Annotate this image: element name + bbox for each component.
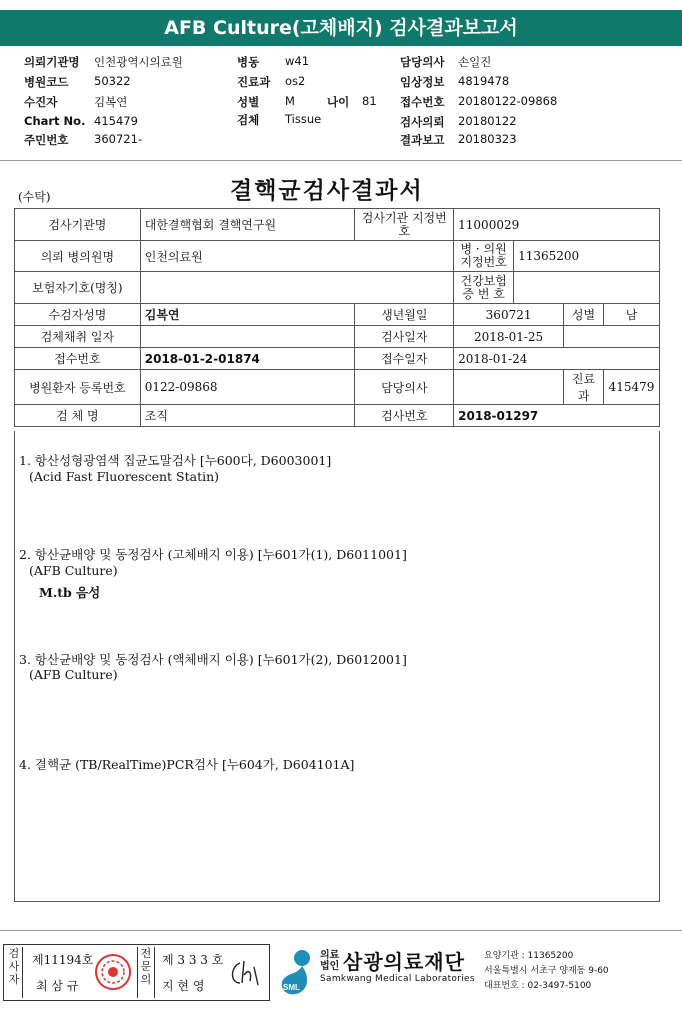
- phone: 대표번호 : 02-3497-5100: [484, 981, 592, 991]
- dept-label: 진료과: [564, 370, 604, 405]
- specimen-label: 검 체 명: [15, 405, 141, 427]
- header-divider: [0, 160, 682, 161]
- recv-date-value: 2018-01-24: [454, 348, 660, 370]
- lab-name-value: 대한결핵협회 결핵연구원: [140, 209, 355, 241]
- hospital-code-label: 병 · 의원 지정번호: [454, 241, 514, 272]
- collect-date-label: 검체채취 일자: [15, 326, 141, 348]
- specimen-value: 조직: [140, 405, 355, 427]
- dept-value: 415479: [603, 370, 659, 405]
- signature-icon: [226, 957, 264, 989]
- insured-value: [140, 272, 453, 304]
- empty-cell: [564, 326, 660, 348]
- value-ward: w41: [285, 54, 310, 68]
- label-report-date: 결과보고: [400, 133, 445, 147]
- value-request-date: 20180122: [458, 114, 517, 128]
- value-clinical-info: 4819478: [458, 74, 510, 88]
- examiner-license: 제11194호: [32, 953, 94, 967]
- test-3-title: 3. 항산균배양 및 동정검사 (액체배지 이용) [누601가(2), D6012001]: [19, 652, 407, 667]
- hosp-reg-label: 병원환자 등록번호: [15, 370, 141, 405]
- reg-no-label: 접수번호: [15, 348, 141, 370]
- value-hospital-code: 50322: [94, 74, 131, 88]
- examiner-label: 검사자: [6, 947, 23, 998]
- lab-name-label: 검사기관명: [15, 209, 141, 241]
- label-patient: 수진자: [24, 95, 58, 109]
- sex-label: 성별: [564, 304, 604, 326]
- seal-icon: [93, 952, 133, 992]
- test-4-title: 4. 결핵균 (TB/RealTime)PCR검사 [누604가, D604101A]: [19, 757, 355, 772]
- corp-english-name: Samkwang Medical Laboratories: [320, 974, 475, 984]
- value-department: os2: [285, 74, 306, 88]
- hospital-label: 의뢰 병의원명: [15, 241, 141, 272]
- value-age: 81: [362, 94, 377, 108]
- recv-date-label: 접수일자: [355, 348, 454, 370]
- document-title: 결핵균검사결과서: [230, 177, 424, 204]
- test-date-label: 검사일자: [355, 326, 454, 348]
- insurance-value: [514, 272, 660, 304]
- lab-code-value: 11000029: [454, 209, 660, 241]
- hosp-reg-value: 0122-09868: [140, 370, 355, 405]
- sex-value: 남: [603, 304, 659, 326]
- footer-divider: [0, 930, 682, 931]
- label-requester: 의뢰기관명: [24, 55, 80, 69]
- label-department: 진료과: [237, 75, 271, 89]
- logo-text: SML: [283, 983, 300, 992]
- test-no-value: 2018-01297: [454, 405, 660, 427]
- patient-name-value: 김복연: [140, 304, 355, 326]
- value-resident-no: 360721-: [94, 132, 143, 146]
- test-2-subtitle: (AFB Culture): [29, 563, 118, 578]
- test-2-title: 2. 항산균배양 및 동정검사 (고체배지 이용) [누601가(1), D6011001]: [19, 547, 407, 562]
- test-3-subtitle: (AFB Culture): [29, 667, 118, 682]
- value-requester: 인천광역시의료원: [94, 55, 183, 69]
- report-title: AFB Culture(고체배지) 검사결과보고서: [0, 10, 682, 46]
- corp-name: 삼광의료재단: [343, 950, 465, 974]
- received-mark: (수탁): [18, 190, 51, 204]
- examiner-name: 최 삼 규: [36, 979, 79, 993]
- label-age: 나이: [327, 95, 350, 109]
- value-receipt-no: 20180122-09868: [458, 94, 558, 108]
- specialist-license: 제 3 3 3 호: [162, 953, 224, 967]
- label-resident-no: 주민번호: [24, 133, 69, 147]
- result-form: [14, 208, 660, 427]
- insured-label: 보험자기호(명칭): [15, 272, 141, 304]
- institution-code: 요양기관 : 11365200: [484, 951, 574, 961]
- dob-label: 생년월일: [355, 304, 454, 326]
- label-clinical-info: 임상정보: [400, 75, 445, 89]
- label-doctor: 담당의사: [400, 55, 445, 69]
- value-doctor: 손일진: [458, 55, 492, 69]
- value-specimen: Tissue: [285, 112, 322, 126]
- specialist-label: 전문의: [137, 947, 155, 998]
- label-hospital-code: 병원코드: [24, 75, 69, 89]
- value-chart-no: 415479: [94, 114, 138, 128]
- corp-prefix: 의료법인: [320, 950, 340, 972]
- label-request-date: 검사의뢰: [400, 115, 445, 129]
- attending-doctor-label: 담당의사: [355, 370, 454, 405]
- dob-value: 360721: [454, 304, 564, 326]
- patient-header: [0, 52, 682, 156]
- test-date-value: 2018-01-25: [454, 326, 564, 348]
- value-sex: M: [285, 94, 295, 108]
- insurance-label: 건강보험 증 번 호: [454, 272, 514, 304]
- attending-doctor-value: [454, 370, 564, 405]
- test-1-title: 1. 항산성형광염색 집균도말검사 [누600다, D6003001]: [19, 453, 332, 468]
- test-1-subtitle: (Acid Fast Fluorescent Statin): [29, 469, 220, 484]
- hospital-value: 인천의료원: [140, 241, 453, 272]
- address: 서울특별시 서초구 양재동 9-60: [484, 966, 609, 976]
- lab-code-label: 검사기관 지정번호: [355, 209, 454, 241]
- signature-box: [3, 944, 270, 1001]
- label-ward: 병동: [237, 55, 260, 69]
- label-receipt-no: 접수번호: [400, 95, 445, 109]
- test-2-result: M.tb 음성: [39, 585, 101, 600]
- value-patient: 김복연: [94, 95, 128, 109]
- specialist-name: 지 현 영: [162, 979, 205, 993]
- footer: [0, 944, 682, 1004]
- hospital-code-value: 11365200: [514, 241, 660, 272]
- sml-logo-icon: [272, 946, 318, 998]
- label-sex: 성별: [237, 95, 260, 109]
- value-report-date: 20180323: [458, 132, 517, 146]
- label-specimen: 검체: [237, 113, 260, 127]
- reg-no-value: 2018-01-2-01874: [140, 348, 355, 370]
- test-list: [14, 431, 660, 902]
- test-no-label: 검사번호: [355, 405, 454, 427]
- collect-date-value: [140, 326, 355, 348]
- patient-name-label: 수검자성명: [15, 304, 141, 326]
- label-chart-no: Chart No.: [24, 114, 86, 128]
